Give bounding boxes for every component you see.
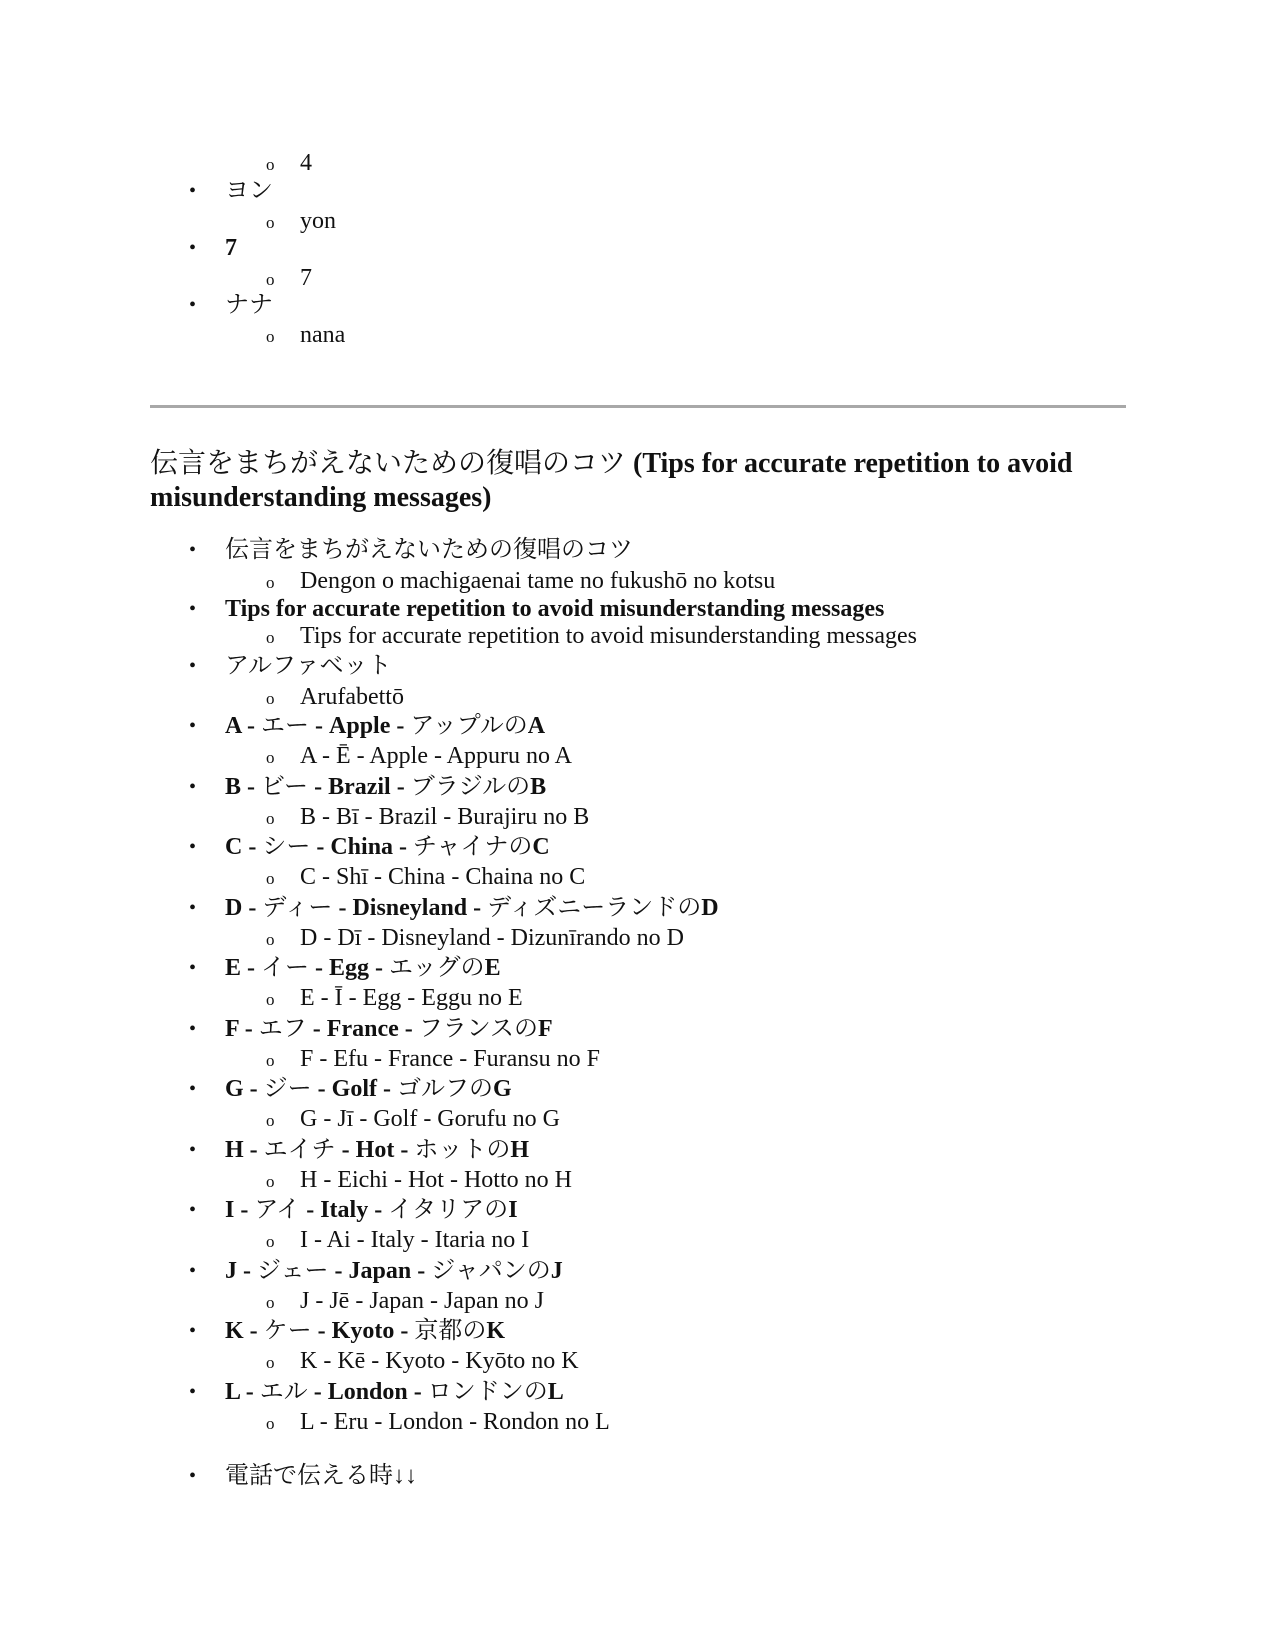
separator: -: [241, 713, 262, 739]
separator: -: [306, 1016, 327, 1042]
alphabet-japanese-letter: B: [530, 774, 547, 800]
alphabet-romaji: o L - Eru - London - Rondon no L: [300, 1407, 610, 1437]
list-item: • アルファベット: [225, 651, 392, 681]
alphabet-japanese-letter: A: [527, 713, 546, 739]
alphabet-item: [225, 893, 719, 923]
separator: -: [411, 1258, 432, 1284]
separator: -: [243, 1137, 264, 1163]
alphabet-word: Golf: [331, 1076, 377, 1102]
separator: -: [467, 895, 488, 921]
alphabet-word: London: [327, 1379, 408, 1405]
alphabet-letter: H: [225, 1137, 244, 1163]
separator: -: [241, 955, 262, 981]
list-subitem: o Dengon o machigaenai tame no fukushō no kotsu: [300, 566, 775, 596]
list-subitem: o yon: [300, 206, 336, 236]
separator: -: [368, 1197, 389, 1223]
alphabet-romaji: o K - Kē - Kyoto - Kyōto no K: [300, 1346, 579, 1376]
alphabet-item: [225, 711, 545, 741]
alphabet-japanese-letter: E: [484, 955, 501, 981]
separator: -: [300, 1197, 321, 1223]
alphabet-kana: ジー: [263, 1076, 312, 1102]
alphabet-kana: ビー: [261, 774, 309, 800]
alphabet-japanese: ロンドンの: [427, 1379, 548, 1405]
separator: -: [238, 1016, 259, 1042]
alphabet-word: China: [330, 834, 394, 860]
alphabet-letter: J: [225, 1258, 237, 1284]
alphabet-japanese: ディズニーランドの: [487, 895, 702, 921]
alphabet-kana: エル: [259, 1379, 308, 1405]
separator: -: [239, 1379, 260, 1405]
alphabet-letter: G: [225, 1076, 244, 1102]
list-item-text: Tips for accurate repetition to avoid misunderstanding messages: [225, 596, 885, 622]
separator: -: [398, 1016, 419, 1042]
list-item: • ヨン: [225, 176, 273, 206]
separator: -: [234, 1197, 255, 1223]
alphabet-word: Japan: [348, 1258, 412, 1284]
alphabet-word: Brazil: [328, 774, 391, 800]
heading-japanese: 伝言をまちがえないための復唱のコツ: [150, 448, 627, 479]
separator: -: [307, 1379, 328, 1405]
alphabet-letter: E: [225, 955, 242, 981]
list-subitem: o Tips for accurate repetition to avoid misunderstanding messages: [300, 621, 917, 651]
separator: -: [309, 713, 330, 739]
alphabet-word: Italy: [320, 1197, 369, 1223]
alphabet-kana: ディー: [262, 895, 333, 921]
alphabet-japanese: ブラジルの: [410, 774, 531, 800]
alphabet-kana: イー: [261, 955, 310, 981]
alphabet-item: [225, 832, 550, 862]
separator: -: [335, 1137, 356, 1163]
alphabet-item: [225, 1014, 553, 1044]
alphabet-romaji: o G - Jī - Golf - Gorufu no G: [300, 1104, 560, 1134]
alphabet-word: Hot: [355, 1137, 395, 1163]
separator: -: [328, 1258, 349, 1284]
alphabet-item: [225, 772, 546, 802]
separator: -: [311, 1076, 332, 1102]
alphabet-item: [225, 1377, 564, 1407]
separator: -: [377, 1076, 397, 1102]
alphabet-romaji: o J - Jē - Japan - Japan no J: [300, 1286, 544, 1316]
alphabet-romaji: o F - Efu - France - Furansu no F: [300, 1044, 600, 1074]
alphabet-japanese-letter: L: [547, 1379, 564, 1405]
alphabet-kana: エイチ: [263, 1137, 336, 1163]
alphabet-kana: アイ: [254, 1197, 301, 1223]
list-item: • 伝言をまちがえないための復唱のコツ: [225, 535, 633, 565]
list-subitem: o Arufabettō: [300, 682, 404, 712]
alphabet-romaji: o H - Eichi - Hot - Hotto no H: [300, 1165, 572, 1195]
alphabet-letter: B: [225, 774, 242, 800]
alphabet-kana: ケー: [263, 1318, 312, 1344]
separator: -: [241, 774, 262, 800]
list-subitem: o nana: [300, 320, 345, 350]
list-subitem: o 4: [300, 148, 312, 178]
alphabet-letter: L: [225, 1379, 240, 1405]
alphabet-romaji: o B - Bī - Brazil - Burajiru no B: [300, 802, 589, 832]
alphabet-japanese: ジャパンの: [431, 1258, 551, 1284]
alphabet-japanese-letter: G: [493, 1076, 512, 1102]
separator: -: [390, 713, 411, 739]
alphabet-word: Egg: [329, 955, 370, 981]
alphabet-japanese: イタリアの: [388, 1197, 509, 1223]
alphabet-romaji: o A - Ē - Apple - Appuru no A: [300, 741, 572, 771]
alphabet-japanese-letter: H: [510, 1137, 530, 1163]
alphabet-item: [225, 1256, 563, 1286]
alphabet-letter: C: [225, 834, 243, 860]
list-item: • ナナ: [225, 290, 273, 320]
separator: -: [242, 895, 263, 921]
alphabet-item: [225, 1195, 518, 1225]
horizontal-rule: [150, 405, 1126, 408]
alphabet-romaji: o C - Shī - China - Chaina no C: [300, 862, 585, 892]
alphabet-japanese-letter: C: [532, 834, 550, 860]
list-item-phone: • 電話で伝える時↓↓: [225, 1461, 417, 1491]
alphabet-item: [225, 1135, 529, 1165]
alphabet-kana: エフ: [258, 1016, 307, 1042]
alphabet-letter: I: [225, 1197, 235, 1223]
alphabet-letter: A: [225, 713, 242, 739]
alphabet-item: [225, 953, 501, 983]
separator: -: [243, 1076, 264, 1102]
separator: -: [242, 834, 263, 860]
separator: -: [393, 834, 414, 860]
alphabet-word: France: [326, 1016, 399, 1042]
heading-english: (Tips for accurate repetition to avoid misunderstanding messages): [150, 448, 1073, 513]
separator: -: [311, 1318, 332, 1344]
separator: -: [332, 895, 353, 921]
alphabet-japanese-letter: K: [486, 1318, 506, 1344]
separator: -: [407, 1379, 428, 1405]
separator: -: [237, 1258, 257, 1284]
separator: -: [369, 955, 390, 981]
list-item-text: 7: [225, 235, 237, 261]
alphabet-letter: F: [225, 1016, 239, 1042]
alphabet-romaji: o I - Ai - Italy - Itaria no I: [300, 1225, 529, 1255]
alphabet-letter: D: [225, 895, 243, 921]
alphabet-japanese: ホットの: [414, 1137, 511, 1163]
separator: -: [310, 834, 331, 860]
alphabet-japanese: エッグの: [389, 955, 485, 981]
list-subitem: o 7: [300, 263, 312, 293]
alphabet-japanese: 京都の: [414, 1318, 487, 1344]
separator: -: [308, 774, 329, 800]
separator: -: [243, 1318, 264, 1344]
alphabet-letter: K: [225, 1318, 244, 1344]
alphabet-japanese: ゴルフの: [397, 1076, 493, 1102]
alphabet-kana: エー: [261, 713, 310, 739]
alphabet-japanese: フランスの: [418, 1016, 539, 1042]
alphabet-item: [225, 1074, 512, 1104]
alphabet-word: Disneyland: [352, 895, 468, 921]
alphabet-kana: ジェー: [257, 1258, 329, 1284]
alphabet-word: Apple: [329, 713, 391, 739]
separator: -: [309, 955, 330, 981]
alphabet-romaji: o D - Dī - Disneyland - Dizunīrando no D: [300, 923, 684, 953]
alphabet-kana: シー: [262, 834, 311, 860]
alphabet-japanese-letter: J: [550, 1258, 563, 1284]
alphabet-japanese-letter: D: [701, 895, 719, 921]
alphabet-japanese: アップルの: [410, 713, 528, 739]
section-heading: [150, 447, 1150, 515]
list-item: [225, 594, 884, 624]
separator: -: [394, 1318, 415, 1344]
separator: -: [390, 774, 411, 800]
list-item: [225, 233, 237, 263]
alphabet-word: Kyoto: [331, 1318, 395, 1344]
separator: -: [394, 1137, 415, 1163]
alphabet-item: [225, 1316, 505, 1346]
alphabet-japanese-letter: I: [508, 1197, 518, 1223]
alphabet-romaji: o E - Ī - Egg - Eggu no E: [300, 983, 523, 1013]
alphabet-japanese: チャイナの: [413, 834, 533, 860]
alphabet-japanese-letter: F: [538, 1016, 553, 1042]
